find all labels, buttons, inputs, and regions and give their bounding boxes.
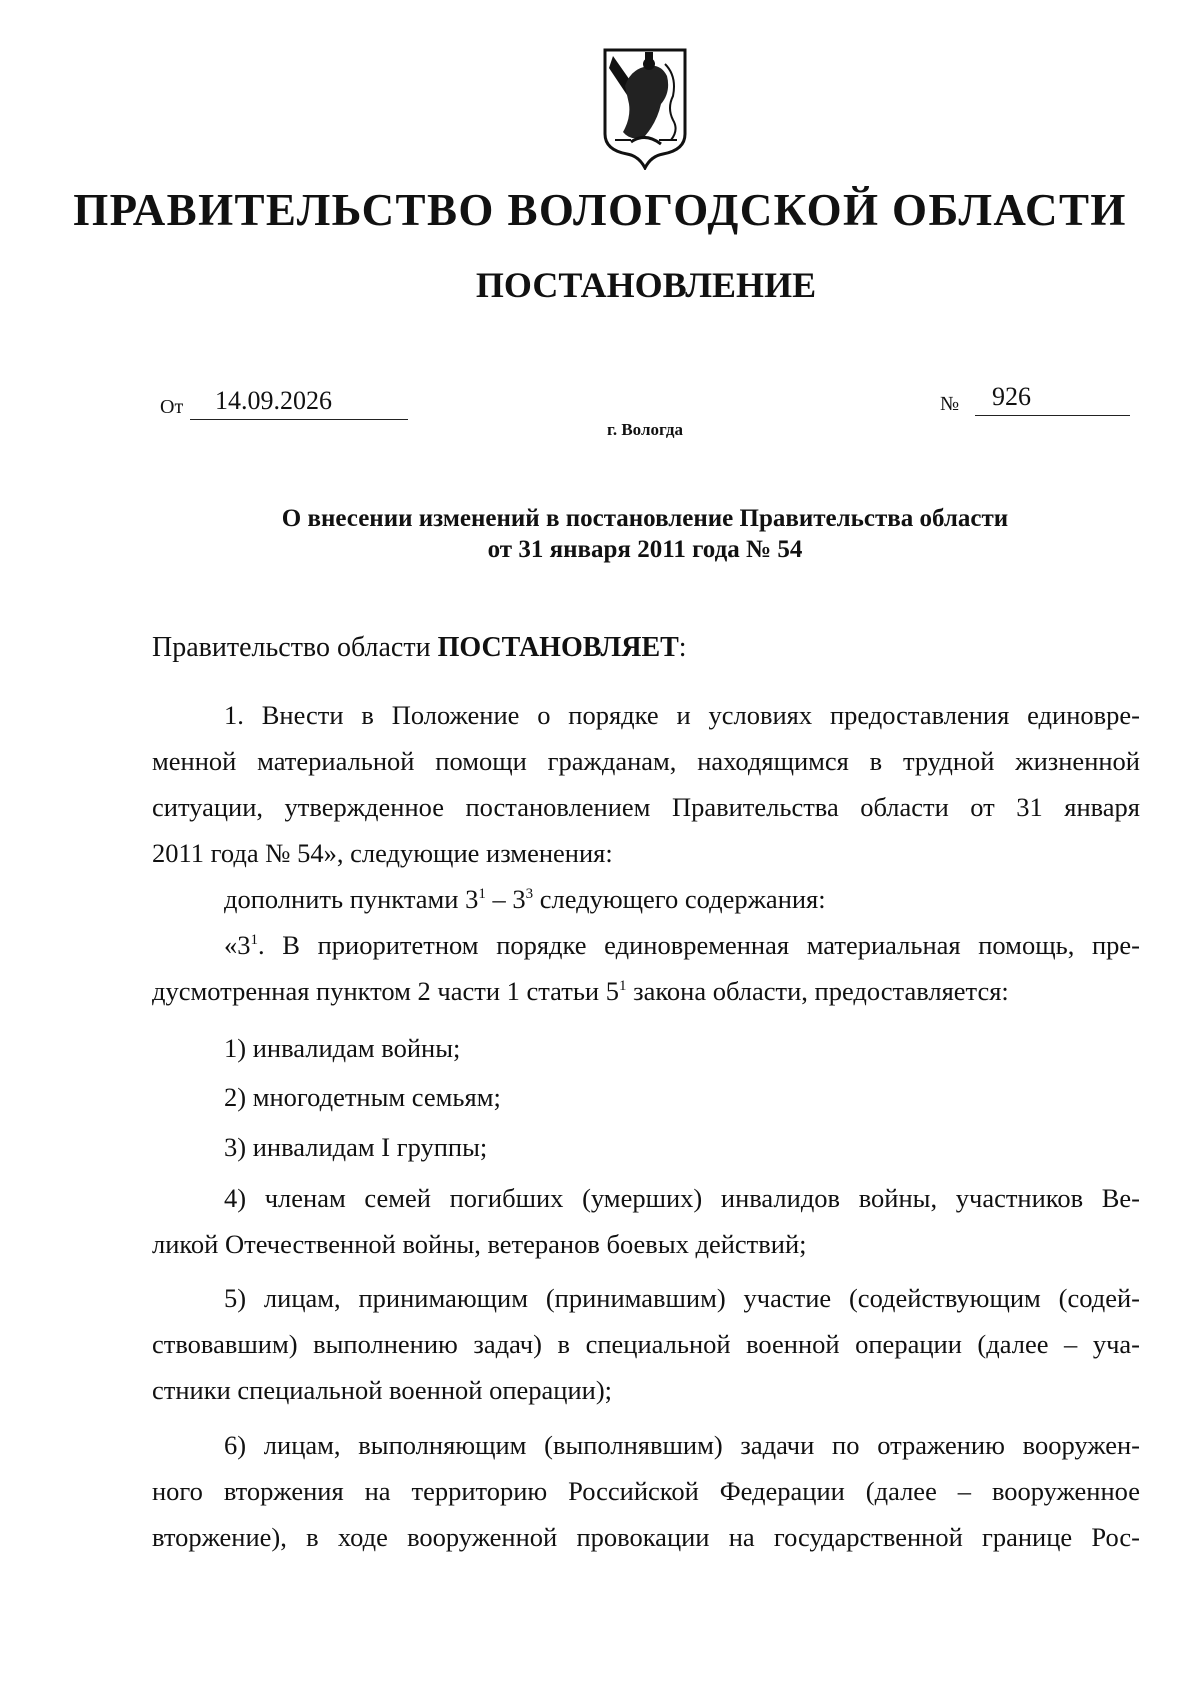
date-label: От — [160, 396, 184, 418]
subject-line-1: О внесении изменений в постановление Правительства области — [281, 505, 1009, 532]
list-item — [152, 1422, 1140, 1560]
p2-sup: 1 — [478, 886, 486, 903]
paragraph-1-line: менной материальной помощи гражданам, находящимся в трудной жизненной — [152, 746, 1140, 776]
coat-of-arms-emblem — [601, 46, 689, 170]
p3-text: . В приоритетном порядке единовременная материальная помощь, пре- — [258, 930, 1140, 960]
document-number: 926 — [975, 382, 1130, 416]
decree-prefix: Правительство области — [152, 632, 438, 663]
list-item-line: стники специальной военной операции); — [152, 1375, 613, 1405]
decree-statement — [152, 632, 687, 664]
list-item — [152, 1074, 1140, 1120]
document-date: 14.09.2026 — [190, 386, 408, 420]
paragraph-1-line: 1. Внести в Положение о порядке и условиях предоставления единовре- — [224, 700, 1140, 730]
organization-title: ПРАВИТЕЛЬСТВО ВОЛОГОДСКОЙ ОБЛАСТИ — [73, 185, 1127, 235]
list-item — [152, 1025, 1140, 1071]
p3-text: дусмотренная пунктом 2 части 1 статьи 5 — [152, 976, 619, 1006]
list-item-line: ликой Отечественной войны, ветеранов боевых действий; — [152, 1229, 807, 1259]
paragraph-3-line — [152, 968, 1140, 1014]
document-type-title: ПОСТАНОВЛЕНИЕ — [475, 265, 817, 305]
decree-verb: ПОСТАНОВЛЯЕТ — [437, 632, 679, 663]
p3-text: закона области, предоставляется: — [626, 976, 1009, 1006]
list-item-line: ствовавшим) выполнению задач) в специальной военной операции (далее – уча- — [152, 1329, 1140, 1359]
paragraph-3 — [152, 922, 1140, 1014]
p3-text: «3 — [224, 930, 251, 960]
list-item-line: ного вторжения на территорию Российской Федерации (далее – вооруженное — [152, 1476, 1140, 1506]
paragraph-1 — [152, 692, 1140, 876]
city-label: г. Вологда — [607, 420, 683, 439]
list-item-text: 2) многодетным семьям; — [224, 1082, 501, 1112]
decree-suffix: : — [678, 632, 687, 663]
subject-line-2: от 31 января 2011 года № 54 — [487, 536, 803, 563]
p2-sup: 3 — [525, 886, 534, 903]
p2-text: – 3 — [485, 884, 526, 914]
list-item-line: 4) членам семей погибших (умерших) инвалидов войны, участников Ве- — [224, 1183, 1140, 1213]
paragraph-2-line — [152, 876, 1140, 922]
p2-text: дополнить пунктами 3 — [224, 884, 479, 914]
document-subject — [150, 503, 1140, 565]
p3-sup: 1 — [619, 978, 627, 995]
list-item-line: 5) лицам, принимающим (принимавшим) участие (содействующим (содей- — [224, 1283, 1140, 1313]
list-item-text: 3) инвалидам I группы; — [224, 1132, 488, 1162]
list-item-line: вторжение), в ходе вооруженной провокации на государственной границе Рос- — [152, 1522, 1140, 1552]
p3-sup: 1 — [250, 932, 258, 949]
p2-text: следующего содержания: — [533, 884, 826, 914]
list-item — [152, 1175, 1140, 1267]
paragraph-2 — [152, 876, 1140, 922]
list-item — [152, 1124, 1140, 1170]
paragraph-1-line: ситуации, утвержденное постановлением Правительства области от 31 января — [152, 792, 1140, 822]
paragraph-1-line: 2011 года № 54», следующие изменения: — [152, 838, 613, 868]
list-item-line: 6) лицам, выполняющим (выполнявшим) задачи по отражению вооружен- — [224, 1430, 1140, 1460]
number-label: № — [940, 393, 960, 415]
list-item-text: 1) инвалидам войны; — [224, 1033, 461, 1063]
list-item — [152, 1275, 1140, 1413]
paragraph-3-line — [152, 922, 1140, 968]
